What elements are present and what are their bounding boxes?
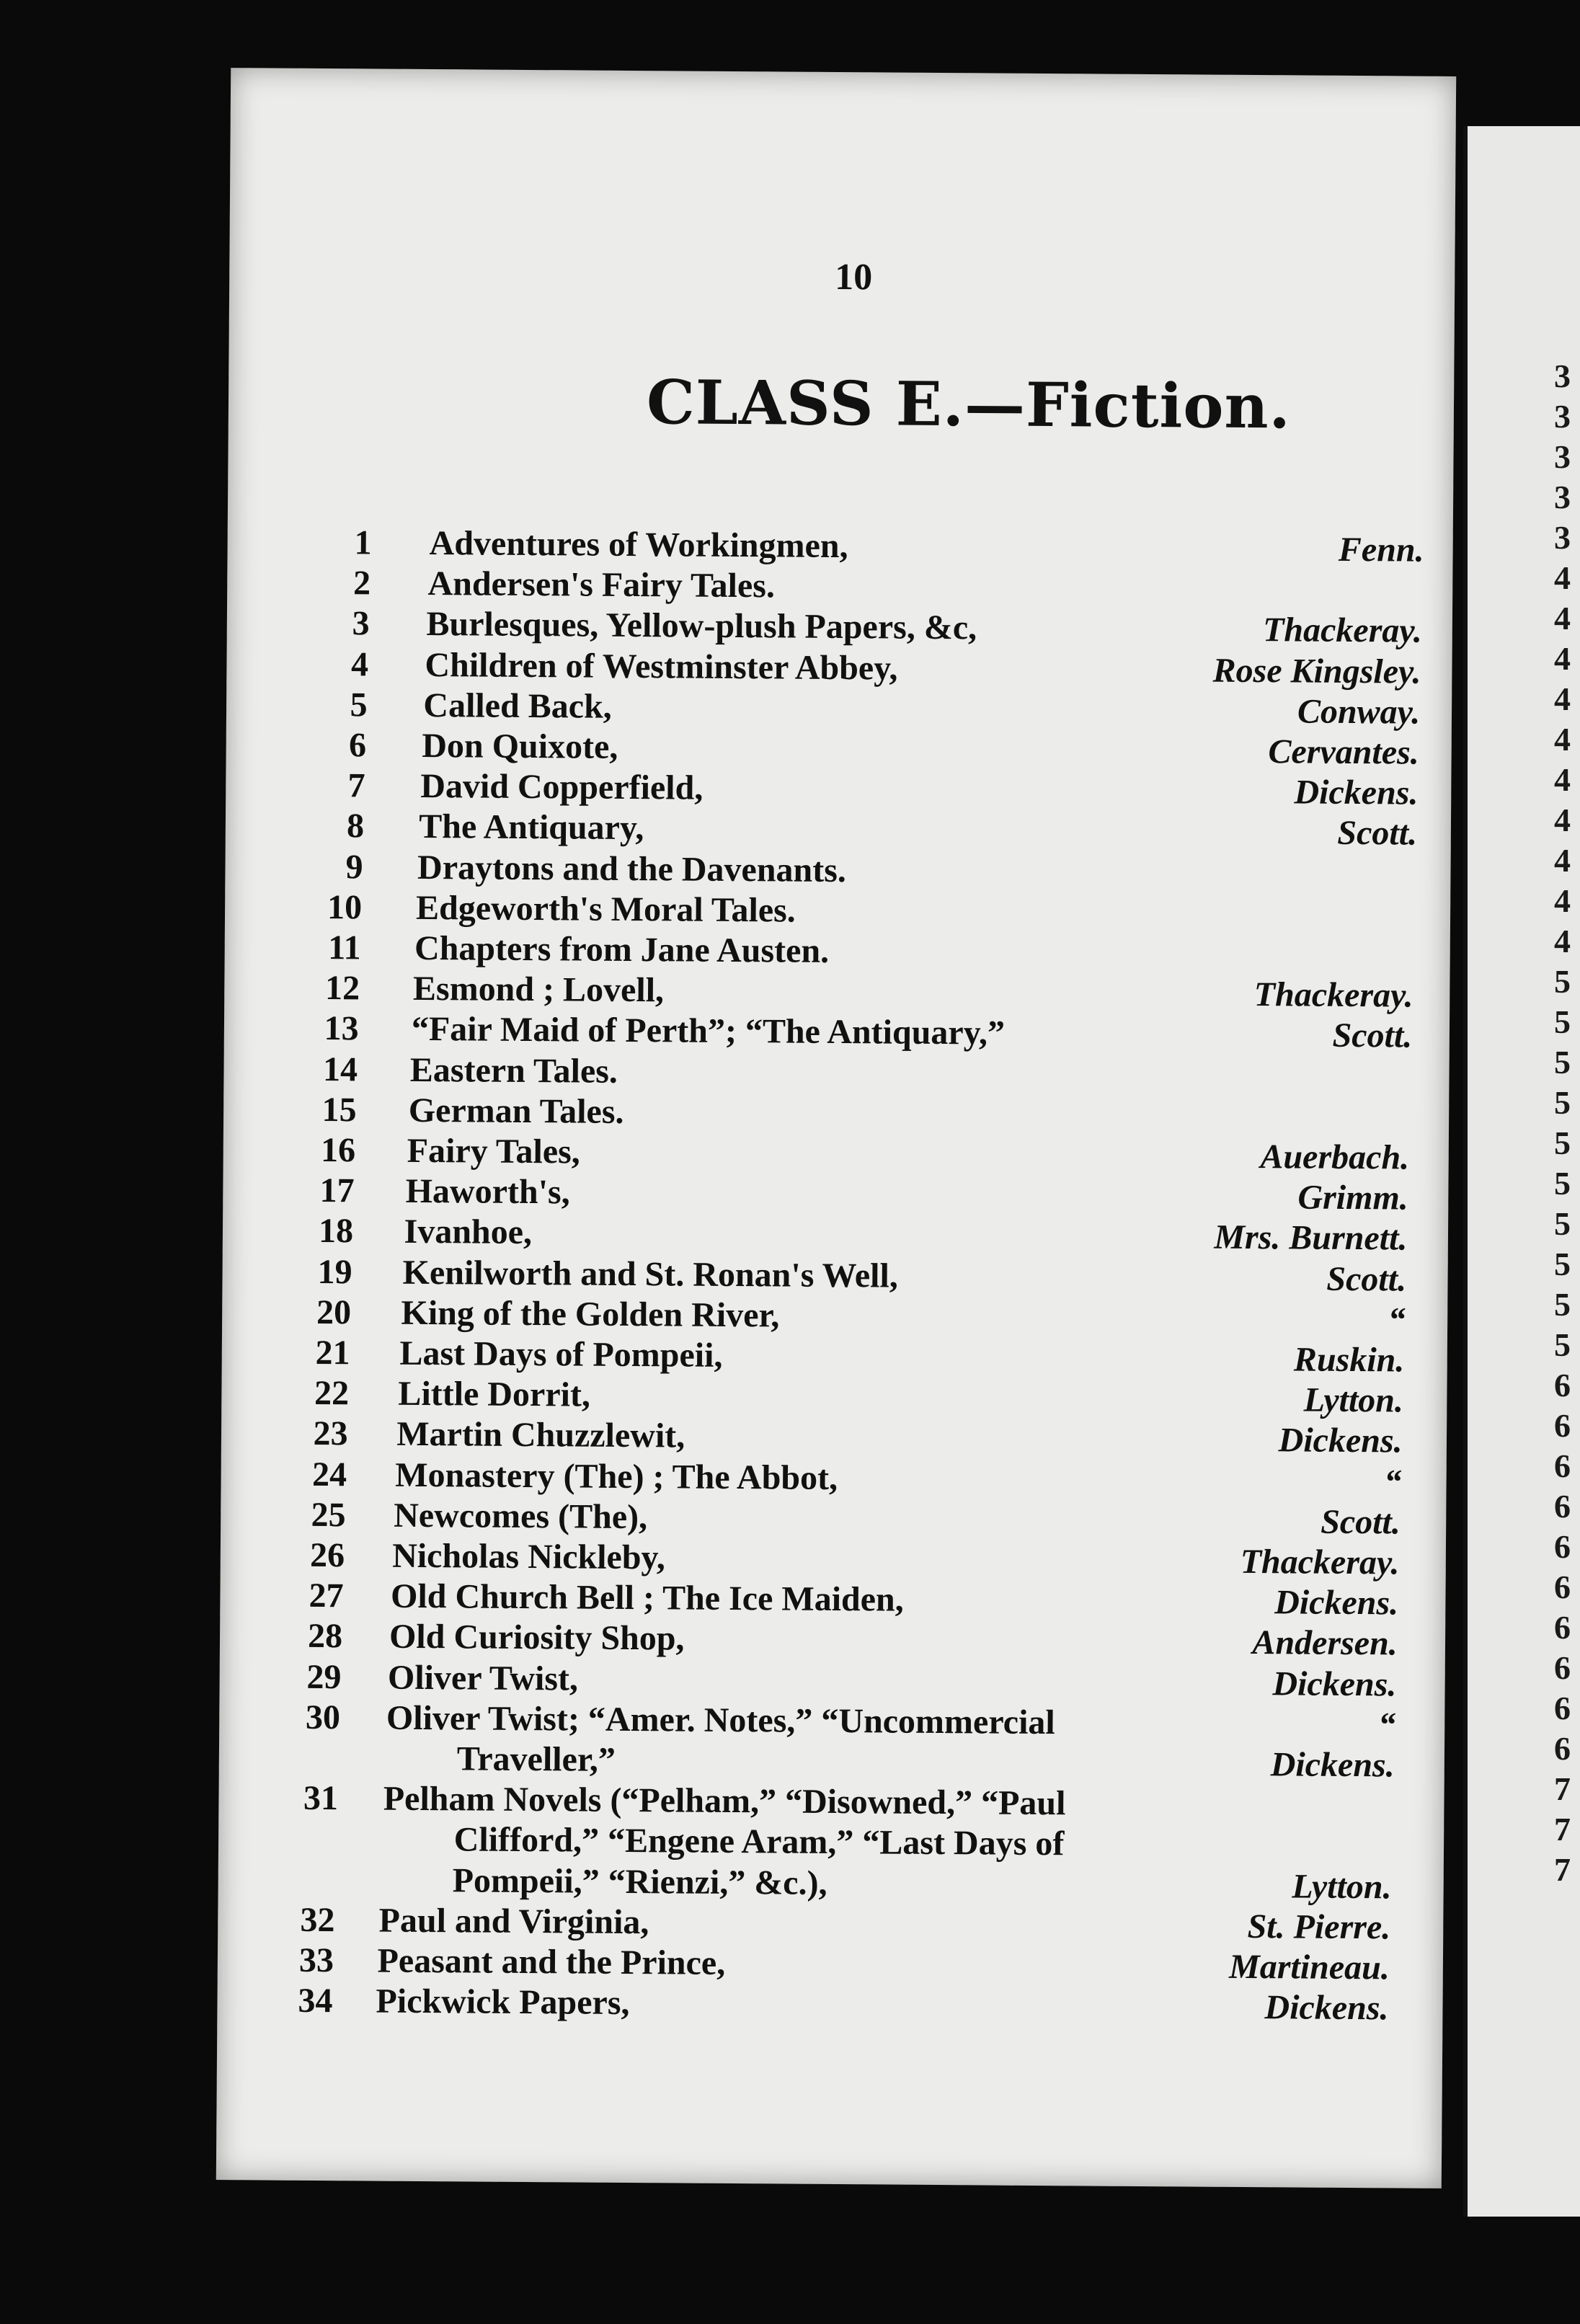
facing-page-number: 6 — [1554, 1407, 1571, 1444]
entry-title: Haworth's, — [405, 1172, 570, 1212]
entry-title: Oliver Twist, — [387, 1658, 579, 1698]
entry-number: 7 — [347, 766, 365, 805]
entry-title: Kenilworth and St. Ronan's Well, — [402, 1253, 899, 1295]
facing-page-number: 6 — [1554, 1488, 1571, 1525]
entry-title: Newcomes (The), — [394, 1496, 648, 1536]
entry-author: Dickens. — [1270, 1745, 1395, 1785]
facing-page-number: 5 — [1554, 1125, 1571, 1161]
entry-title: Adventures of Workingmen, — [429, 524, 848, 566]
entry-author: Andersen. — [1252, 1623, 1398, 1663]
entry-number: 31 — [303, 1779, 339, 1818]
facing-page-number: 5 — [1554, 1246, 1571, 1282]
facing-page-number: 4 — [1554, 721, 1571, 758]
facing-page-number: 5 — [1554, 1084, 1571, 1121]
entry-author: Thackeray. — [1262, 611, 1423, 651]
entry-number: 9 — [345, 847, 363, 887]
entry-number: 1 — [354, 523, 372, 562]
entry-number: 17 — [319, 1171, 355, 1210]
entry-number: 27 — [309, 1576, 344, 1615]
facing-page-number: 5 — [1554, 963, 1571, 1000]
entry-title: Nicholas Nickleby, — [391, 1536, 666, 1577]
entry-author: Cervantes. — [1268, 732, 1419, 772]
entry-title: Esmond ; Lovell, — [412, 970, 665, 1010]
entry-author: Conway. — [1297, 692, 1421, 732]
facing-page-number: 6 — [1554, 1730, 1571, 1767]
entry-title: Little Dorrit, — [398, 1374, 591, 1414]
entry-author: Scott. — [1321, 1502, 1401, 1542]
entry-title: Monastery (The) ; The Abbot, — [395, 1455, 838, 1497]
facing-page-number: 3 — [1554, 519, 1571, 556]
entry-title: The Antiquary, — [419, 807, 644, 848]
page-number: 10 — [835, 256, 873, 298]
entry-number — [253, 1737, 339, 1738]
entry-number: 33 — [298, 1941, 334, 1980]
entry-author: Dickens. — [1272, 1664, 1397, 1704]
entry-number: 22 — [314, 1374, 350, 1413]
entry-title: Pelham Novels (“Pelham,” “Disowned,” “Paul — [383, 1779, 1066, 1823]
entry-number: 29 — [306, 1657, 342, 1696]
facing-page-number: 5 — [1554, 1326, 1571, 1363]
facing-page-number: 6 — [1554, 1690, 1571, 1726]
facing-page-number: 7 — [1554, 1851, 1571, 1888]
facing-page-number: 4 — [1554, 882, 1571, 919]
entry-number: 13 — [324, 1009, 359, 1048]
entry-number: 24 — [311, 1455, 347, 1494]
entry-number: 12 — [324, 969, 360, 1008]
facing-page-number: 4 — [1554, 600, 1571, 637]
entry-number: 4 — [350, 644, 369, 684]
facing-page-number: 6 — [1554, 1609, 1571, 1646]
entry-number: 3 — [352, 604, 370, 643]
entry-number: 34 — [298, 1982, 333, 2021]
entry-author: Auerbach. — [1260, 1137, 1410, 1177]
entry-title: David Copperfield, — [420, 767, 704, 807]
entry-number — [249, 1859, 336, 1860]
entry-author: “ — [1384, 1462, 1402, 1502]
facing-page-number: 3 — [1554, 398, 1571, 435]
entry-author: Dickens. — [1264, 1988, 1389, 2028]
entry-title: Don Quixote, — [422, 726, 618, 766]
facing-page-number: 5 — [1554, 1003, 1571, 1040]
entry-title: Last Days of Pompeii, — [399, 1334, 723, 1375]
entry-number: 25 — [311, 1495, 346, 1535]
entry-author: Fenn. — [1338, 530, 1424, 569]
entry-title: Ivanhoe, — [404, 1212, 533, 1252]
entry-title: Called Back, — [423, 686, 612, 726]
facing-page-number: 3 — [1554, 479, 1571, 515]
facing-page-number: 5 — [1554, 1165, 1571, 1202]
entry-title: Old Curiosity Shop, — [389, 1618, 685, 1658]
entry-number: 6 — [348, 726, 367, 765]
entry-title: Pickwick Papers, — [376, 1982, 630, 2023]
entry-author: Thackeray. — [1240, 1542, 1400, 1582]
entry-title: “Fair Maid of Perth”; “The Antiquary,” — [411, 1010, 1006, 1053]
entry-title: Martin Chuzzlewit, — [396, 1415, 685, 1455]
entry-number: 23 — [313, 1414, 348, 1453]
entry-number: 30 — [305, 1698, 341, 1737]
entry-number: 15 — [321, 1090, 357, 1130]
facing-page-number: 4 — [1554, 802, 1571, 838]
entry-number: 19 — [317, 1252, 352, 1291]
facing-page-number: 6 — [1554, 1447, 1571, 1484]
entry-number: 5 — [350, 686, 368, 724]
entry-number: 10 — [327, 887, 363, 927]
entry-title: Fairy Tales, — [407, 1131, 580, 1171]
class-title: CLASS E.—Fiction. — [646, 366, 1292, 443]
facing-page-number: 7 — [1554, 1811, 1571, 1848]
entry-number: 20 — [316, 1292, 352, 1332]
facing-page-number: 5 — [1554, 1205, 1571, 1242]
entry-title: King of the Golden River, — [401, 1293, 780, 1335]
entry-author: Grimm. — [1297, 1178, 1408, 1218]
list-item — [217, 1980, 1442, 2029]
entry-title: Burlesques, Yellow-plush Papers, &c, — [426, 605, 977, 647]
facing-page-number: 4 — [1554, 842, 1571, 879]
entry-author: Scott. — [1326, 1259, 1407, 1299]
entry-title: Oliver Twist; “Amer. Notes,” “Uncommercial — [386, 1698, 1055, 1742]
entry-title: Children of Westminster Abbey, — [425, 645, 898, 688]
facing-page-number: 7 — [1554, 1770, 1571, 1807]
entry-author: “ — [1388, 1300, 1406, 1339]
entry-title: German Tales. — [408, 1091, 624, 1131]
facing-page-number: 4 — [1554, 923, 1571, 959]
entry-author: Martineau. — [1228, 1947, 1390, 1987]
facing-page-number: 3 — [1554, 358, 1571, 394]
facing-page-number: 6 — [1554, 1367, 1571, 1403]
entry-title: Andersen's Fairy Tales. — [427, 564, 776, 606]
entry-title: Edgeworth's Moral Tales. — [415, 888, 796, 930]
facing-page-edge — [1463, 126, 1580, 2217]
entry-number: 21 — [315, 1333, 350, 1372]
entry-title: Draytons and the Davenants. — [417, 848, 847, 890]
entry-title: Pompeii,” “Rienzi,” &c.), — [452, 1860, 827, 1902]
facing-page-number: 4 — [1554, 761, 1571, 798]
entry-number: 8 — [346, 807, 365, 846]
entry-author: Scott. — [1337, 814, 1418, 853]
facing-page-number: 4 — [1554, 640, 1571, 677]
entry-author: Ruskin. — [1293, 1340, 1405, 1380]
entry-number: 16 — [320, 1131, 356, 1170]
entry-author: Thackeray. — [1253, 975, 1413, 1015]
facing-page-number: 6 — [1554, 1569, 1571, 1605]
book-page — [216, 68, 1456, 2188]
entry-author: “ — [1377, 1706, 1396, 1744]
entry-author: Rose Kingsley. — [1212, 651, 1421, 691]
entry-author: Lytton. — [1292, 1867, 1392, 1906]
entry-number: 26 — [309, 1535, 345, 1575]
entry-author: Dickens. — [1274, 1583, 1399, 1623]
facing-page-number: 5 — [1554, 1286, 1571, 1323]
entry-author: St. Pierre. — [1247, 1907, 1391, 1947]
entry-number: 28 — [307, 1617, 343, 1656]
entry-number: 11 — [328, 928, 361, 967]
entry-title: Eastern Tales. — [409, 1050, 618, 1091]
entry-author: Scott. — [1332, 1016, 1413, 1055]
facing-page-number: 4 — [1554, 559, 1571, 596]
entry-title: Old Church Bell ; The Ice Maiden, — [390, 1576, 904, 1619]
facing-page-number: 5 — [1554, 1044, 1571, 1081]
facing-page-number: 3 — [1554, 438, 1571, 475]
facing-page-number: 6 — [1554, 1649, 1571, 1686]
entry-number: 2 — [352, 564, 371, 603]
entry-title: Peasant and the Prince, — [377, 1941, 726, 1982]
facing-page-number: 6 — [1554, 1528, 1571, 1565]
entry-title: Paul and Virginia, — [378, 1901, 649, 1942]
entry-author: Dickens. — [1278, 1421, 1403, 1460]
entry-title: Traveller,” — [456, 1739, 616, 1779]
facing-page-number: 4 — [1554, 680, 1571, 717]
entry-title: Chapters from Jane Austen. — [414, 928, 830, 970]
entry-number: 18 — [318, 1212, 354, 1251]
entry-author: Dickens. — [1294, 773, 1419, 812]
entry-author: Lytton. — [1303, 1380, 1404, 1420]
entry-author: Mrs. Burnett. — [1214, 1218, 1408, 1258]
entry-number: 14 — [322, 1050, 358, 1088]
entry-title: Clifford,” “Engene Aram,” “Last Days of — [453, 1820, 1065, 1863]
entry-number: 32 — [300, 1900, 335, 1939]
